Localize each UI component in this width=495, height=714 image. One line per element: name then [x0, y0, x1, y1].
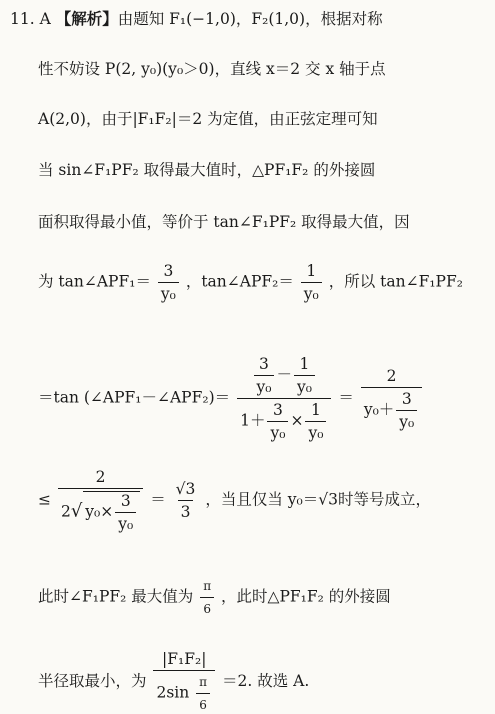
line-9b: ，此时△PF₁F₂ 的外接圆	[221, 587, 391, 606]
line-1	[10, 9, 383, 29]
line-8b: ，当且仅当 y₀＝√3时等号成立，	[205, 490, 431, 509]
frac-3-over-y0: $\frac{3}{\text{y₀}}$	[158, 262, 179, 303]
analysis-tag: 【解析】	[55, 9, 118, 28]
frac-3-y0-root: $\frac{3}{\text{y₀}}$	[115, 492, 136, 533]
radical-sign: √	[70, 500, 83, 522]
line-7a: ＝tan (∠APF₁－∠APF₂)＝	[38, 388, 231, 407]
frac-bound: 2 2√ y₀× $\frac{3}{\text{y₀}}$	[58, 468, 143, 533]
frac-1-y0-den: $\frac{1}{\text{y₀}}$	[305, 401, 326, 442]
line-9a: 此时∠F₁PF₂ 最大值为	[38, 587, 194, 606]
line-10b: ＝2. 故选 A.	[221, 672, 310, 690]
frac-1-y0-num: $\frac{1}{\text{y₀}}$	[294, 355, 315, 396]
line-9	[38, 577, 391, 618]
frac-1-over-y0: $\frac{1}{\text{y₀}}$	[301, 262, 322, 303]
frac-3-y0-num: $\frac{3}{\text{y₀}}$	[254, 355, 275, 396]
line-5: 面积取得最小值，等价于 tan∠F₁PF₂ 取得最大值，因	[38, 213, 410, 231]
frac-3-y0-sum: $\frac{3}{\text{y₀}}$	[396, 390, 417, 431]
line-8: ≤ 2 2√ y₀× $\frac{3}{\text{y₀}}$ ＝ $\frac{√3}{3}$ ，当且仅当 y₀＝√3时等号成立，	[38, 468, 431, 533]
line-2: 性不妨设 P(2, y₀)(y₀＞0)，直线 x＝2 交 x 轴于点	[38, 60, 386, 78]
frac-3-y0-den: $\frac{3}{\text{y₀}}$	[267, 401, 288, 442]
frac-pi-over-6-den: $\frac{\pi}{6}$	[196, 673, 210, 714]
line-10	[38, 650, 309, 714]
line-10a: 半径取最小，为	[38, 672, 147, 690]
line-4: 当 sin∠F₁PF₂ 取得最大值时，△PF₁F₂ 的外接圆	[38, 161, 376, 179]
line-8a: ≤	[38, 490, 51, 509]
line-3: A(2,0)，由于|F₁F₂|＝2 为定值，由正弦定理可知	[38, 110, 378, 128]
frac-2-over-sum: 2 y₀＋ $\frac{3}{\text{y₀}}$	[361, 367, 422, 431]
frac-pi-over-6: $\frac{\pi}{6}$	[200, 577, 214, 618]
line-6	[38, 262, 463, 303]
frac-complex: $\frac{3}{\text{y₀}}$ － $\frac{1}{\text{y₀}}$ 1＋ $\frac{3}{\text{y₀}}$ × $\frac{1}{\text{y₀}}$	[237, 355, 331, 442]
frac-radius: |F₁F₂| 2sin $\frac{\pi}{6}$	[153, 650, 215, 714]
line-1-text: 由题知 F₁(−1,0)，F₂(1,0)，根据对称	[117, 10, 383, 28]
line-6b: ，tan∠APF₂＝	[185, 272, 294, 291]
problem-number: 11. A	[10, 10, 51, 28]
line-6c: ，所以 tan∠F₁PF₂	[328, 272, 463, 291]
line-6a: 为 tan∠APF₁＝	[38, 272, 151, 291]
frac-sqrt3-over-3: $\frac{√3}{3}$	[175, 480, 196, 521]
line-7: ＝tan (∠APF₁－∠APF₂)＝ $\frac{3}{\text{y₀}}$ － $\frac{1}{\text{y₀}}$ 1＋ $\frac{3}{\text{y₀}}$ × $\frac{1}{\text{y₀}}$ ＝ 2 y₀＋ $\frac{3}{\text{y₀}}$	[38, 355, 424, 442]
